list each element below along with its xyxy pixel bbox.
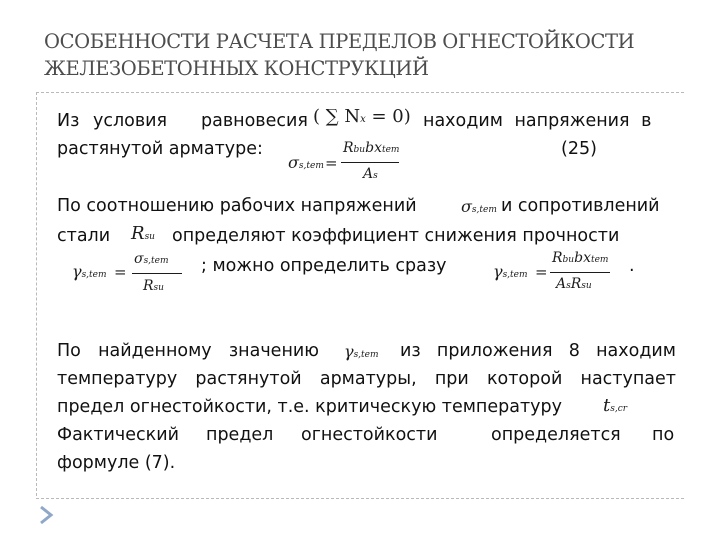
- para3-word: температуру: [57, 369, 178, 389]
- f1-den-r: R: [143, 278, 154, 294]
- sigma-sub: s,tem: [471, 205, 497, 215]
- para3-word: значению: [228, 341, 319, 361]
- para3-line2: [57, 367, 676, 391]
- eq-sum-condition: [313, 108, 411, 126]
- para3-word: растянутой: [195, 369, 302, 389]
- formula25-fraction-bar: [341, 162, 399, 163]
- para3-t-scr: [603, 397, 627, 415]
- eq-sum-rest: = 0): [371, 106, 411, 127]
- para2-line1-a: По соотношению рабочих напряжений: [57, 196, 417, 216]
- f2-den-r: R: [570, 276, 582, 292]
- divider-top: [36, 92, 684, 93]
- den-sub: s: [373, 171, 378, 181]
- num-mid: bx: [365, 140, 382, 156]
- para3-word: из: [400, 341, 421, 361]
- formula25-numerator: [343, 141, 399, 155]
- formula25-equals: =: [325, 154, 338, 172]
- para3-word: которой: [486, 369, 563, 389]
- f2-num-sub1: bu: [562, 255, 575, 265]
- gamma-symbol: γ: [344, 342, 354, 361]
- sigma-symbol: σ: [461, 197, 472, 216]
- r-symbol: R: [131, 223, 145, 244]
- divider-left: [36, 92, 37, 496]
- f2-den-a: A: [556, 276, 567, 292]
- para3-line5-text: формуле (7).: [57, 453, 176, 473]
- gamma2-formula-fraction-bar: [550, 272, 610, 273]
- para3-word: предел: [206, 425, 274, 445]
- f2-den-sub1: s: [566, 281, 571, 291]
- divider-bottom: [36, 498, 684, 499]
- formula25-lhs: [288, 155, 324, 171]
- para1-tail: [423, 109, 676, 133]
- title-line-2: ЖЕЛЕЗОБЕТОННЫХ КОНСТРУКЦИЙ: [44, 57, 429, 80]
- para1-word: Из: [57, 111, 80, 131]
- equation-number: (25): [561, 139, 597, 159]
- para3-word: определяется: [491, 425, 621, 445]
- eq-sum-sub: x: [360, 114, 366, 125]
- f2-num-r: R: [552, 250, 563, 266]
- gamma-formula-lhs: [72, 264, 107, 280]
- para2-line2-a: стали: [57, 226, 111, 246]
- para2-line2-b: определяют коэффициент снижения прочности: [172, 226, 620, 246]
- para3-word: при: [434, 369, 469, 389]
- num-r: R: [343, 140, 354, 156]
- para2-line3-b: .: [629, 256, 635, 276]
- gamma-sub: s,tem: [81, 270, 107, 280]
- sigma-sub: s,tem: [298, 161, 324, 171]
- para3-word: 8: [568, 341, 580, 361]
- gamma-symbol: γ: [493, 262, 503, 281]
- num-sub1: bu: [353, 145, 366, 155]
- gamma-symbol: γ: [72, 262, 82, 281]
- para2-line3-a: ; можно определить сразу: [201, 256, 447, 276]
- gamma2-formula-equals: =: [535, 263, 548, 281]
- gamma-sub: s,tem: [502, 270, 528, 280]
- para3-line1-left: [57, 339, 319, 363]
- gamma2-formula-numerator: [552, 251, 608, 265]
- page-title: [44, 28, 684, 82]
- t-symbol: t: [603, 395, 611, 416]
- f2-num-sub2: tem: [590, 255, 609, 265]
- f1-den-sub: su: [153, 283, 164, 293]
- para3-line3-text: предел огнестойкости, т.е. критическую температуру: [57, 397, 562, 417]
- para3-word: огнестойкости: [301, 425, 438, 445]
- f1-num-sub: s,tem: [143, 256, 169, 266]
- para2-line1-b: и сопротивлений: [501, 196, 660, 216]
- para3-word: приложения: [436, 341, 553, 361]
- gamma-formula-fraction-bar: [132, 273, 182, 274]
- para3-word: находим: [596, 341, 676, 361]
- gamma-formula-denominator: [143, 279, 164, 293]
- para3-word: по: [652, 425, 675, 445]
- sigma-symbol: σ: [288, 153, 299, 172]
- f2-den-sub2: su: [581, 281, 592, 291]
- para1-word: равновесия: [201, 111, 308, 131]
- den-a: A: [363, 166, 374, 182]
- eq-sum-symbol: ( ∑ N: [313, 106, 361, 127]
- gamma-sub: s,tem: [353, 350, 379, 360]
- r-sub: su: [144, 232, 155, 242]
- gamma-formula-equals: =: [114, 263, 127, 281]
- f1-num-sigma: σ: [134, 251, 144, 267]
- para3-gamma: [344, 344, 379, 360]
- para1-tail-text: находим напряжения в: [423, 111, 652, 131]
- para3-word: По: [57, 341, 81, 361]
- para2-sigma: [461, 199, 497, 215]
- para3-word: Фактический: [57, 425, 179, 445]
- para3-word: арматуры,: [319, 369, 417, 389]
- para3-word: наступает: [580, 369, 676, 389]
- para1-line2-text: растянутой арматуре:: [57, 139, 263, 159]
- f2-num-mid: bx: [574, 250, 591, 266]
- t-sub: s,cr: [610, 404, 628, 414]
- para3-word: найденному: [98, 341, 212, 361]
- title-line-1: ОСОБЕННОСТИ РАСЧЕТА ПРЕДЕЛОВ ОГНЕСТОЙКОСТИ: [44, 30, 635, 53]
- formula25-denominator: [363, 167, 378, 181]
- para1-word: условия: [93, 111, 168, 131]
- para3-line1-right: [400, 339, 676, 363]
- num-sub2: tem: [381, 145, 400, 155]
- para2-r-su: [131, 225, 155, 243]
- gamma2-formula-denominator: [556, 277, 592, 291]
- gamma-formula-numerator: [134, 252, 169, 266]
- chevron-right-icon[interactable]: [38, 505, 54, 525]
- gamma2-formula-lhs: [493, 264, 528, 280]
